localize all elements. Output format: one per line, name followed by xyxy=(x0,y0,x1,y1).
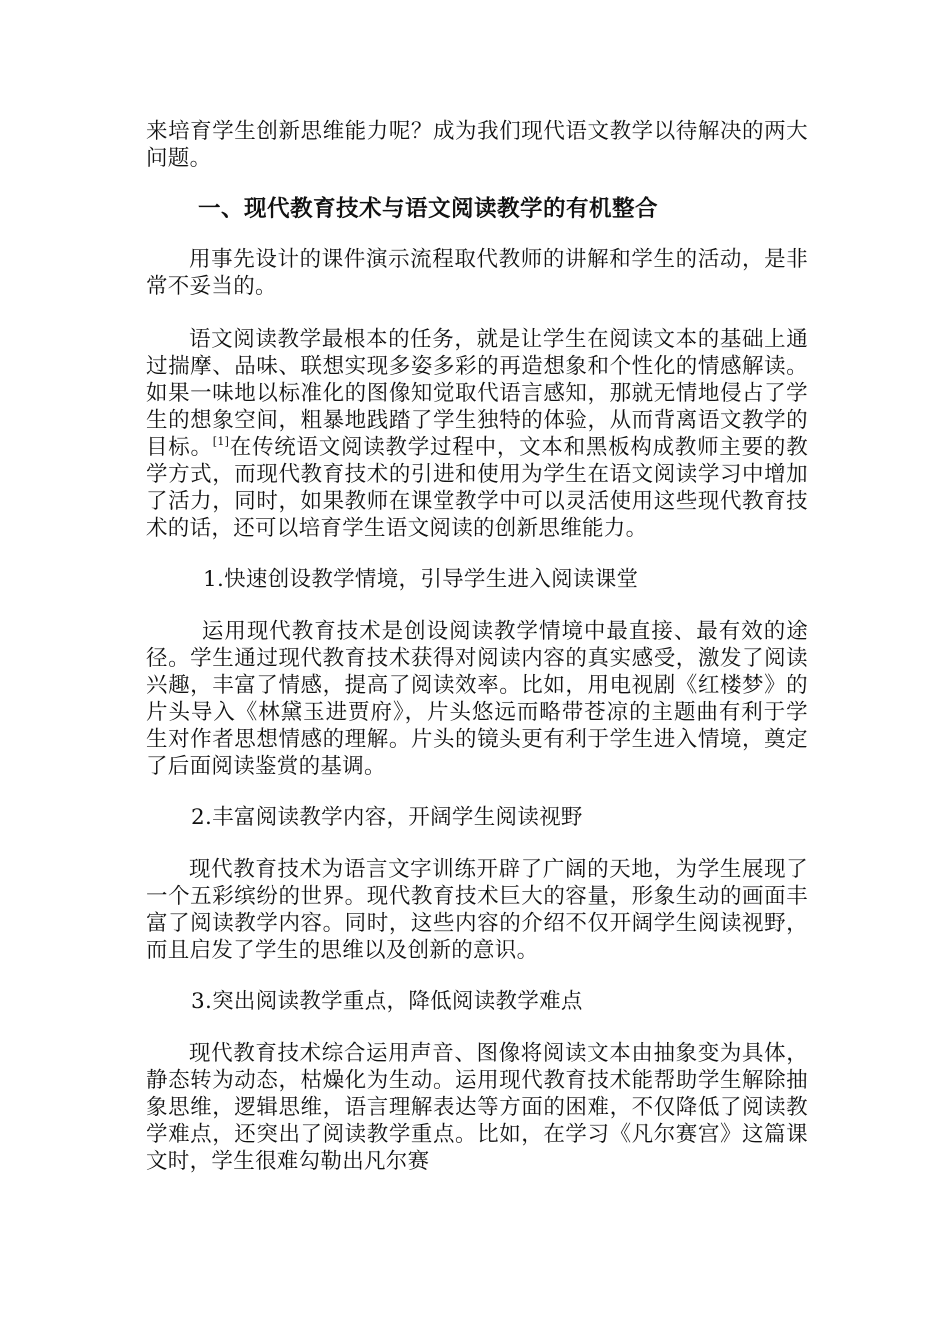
subheading-2: 2.丰富阅读教学内容，开阔学生阅读视野 xyxy=(191,805,583,830)
subheading-3: 3.突出阅读教学重点，降低阅读教学难点 xyxy=(191,989,583,1014)
paragraph-2-text-b: 在传统语文阅读教学过程中，文本和黑板构成教师主要的教学方式，而现代教育技术的引进和使用为学生在语文阅读学习中增加了活力，同时，如果教师在课堂教学中可以灵活使用这些现代教育技术的话，还可以培育学生语文阅读的创新思维能力。 xyxy=(146,435,808,541)
paragraph-2 xyxy=(146,326,808,542)
paragraph-2-text-a: 语文阅读教学最根本的任务，就是让学生在阅读文本的基础上通过揣摩、品味、联想实现多姿多彩的再造想象和个性化的情感解读。如果一味地以标准化的图像知觉取代语言感知，那就无情地侵占了学生的想象空间，粗暴地践踏了学生独特的体验，从而背离语文教学的目标。 xyxy=(146,327,808,460)
paragraph-5: 现代教育技术综合运用声音、图像将阅读文本由抽象变为具体，静态转为动态，枯燥化为生动。运用现代教育技术能帮助学生解除抽象思维，逻辑思维，语言理解表达等方面的困难，不仅降低了阅读教学难点，还突出了阅读教学重点。比如，在学习《凡尔赛宫》这篇课文时，学生很难勾勒出凡尔赛 xyxy=(146,1041,808,1174)
paragraph-1: 用事先设计的课件演示流程取代教师的讲解和学生的活动，是非常不妥当的。 xyxy=(146,247,808,299)
section-title: 一、现代教育技术与语文阅读教学的有机整合 xyxy=(198,196,659,222)
document-page xyxy=(146,118,808,1175)
subheading-1: 1.快速创设教学情境，引导学生进入阅读课堂 xyxy=(203,567,639,592)
paragraph-4: 现代教育技术为语言文字训练开辟了广阔的天地，为学生展现了一个五彩缤纷的世界。现代教育技术巨大的容量，形象生动的画面丰富了阅读教学内容。同时，这些内容的介绍不仅开阔学生阅读视野，而且启发了学生的思维以及创新的意识。 xyxy=(146,857,808,963)
intro-paragraph: 来培育学生创新思维能力呢？成为我们现代语文教学以待解决的两大问题。 xyxy=(146,119,808,171)
citation-marker: [1] xyxy=(212,435,230,448)
paragraph-3: 运用现代教育技术是创设阅读教学情境中最直接、最有效的途径。学生通过现代教育技术获得对阅读内容的真实感受，激发了阅读兴趣，丰富了情感，提高了阅读效率。比如，用电视剧《红楼梦》的片头导入《林黛玉进贾府》，片头悠远而略带苍凉的主题曲有利于学生对作者思想情感的理解。片头的镜头更有利于学生进入情境，奠定了后面阅读鉴赏的基调。 xyxy=(146,619,808,779)
